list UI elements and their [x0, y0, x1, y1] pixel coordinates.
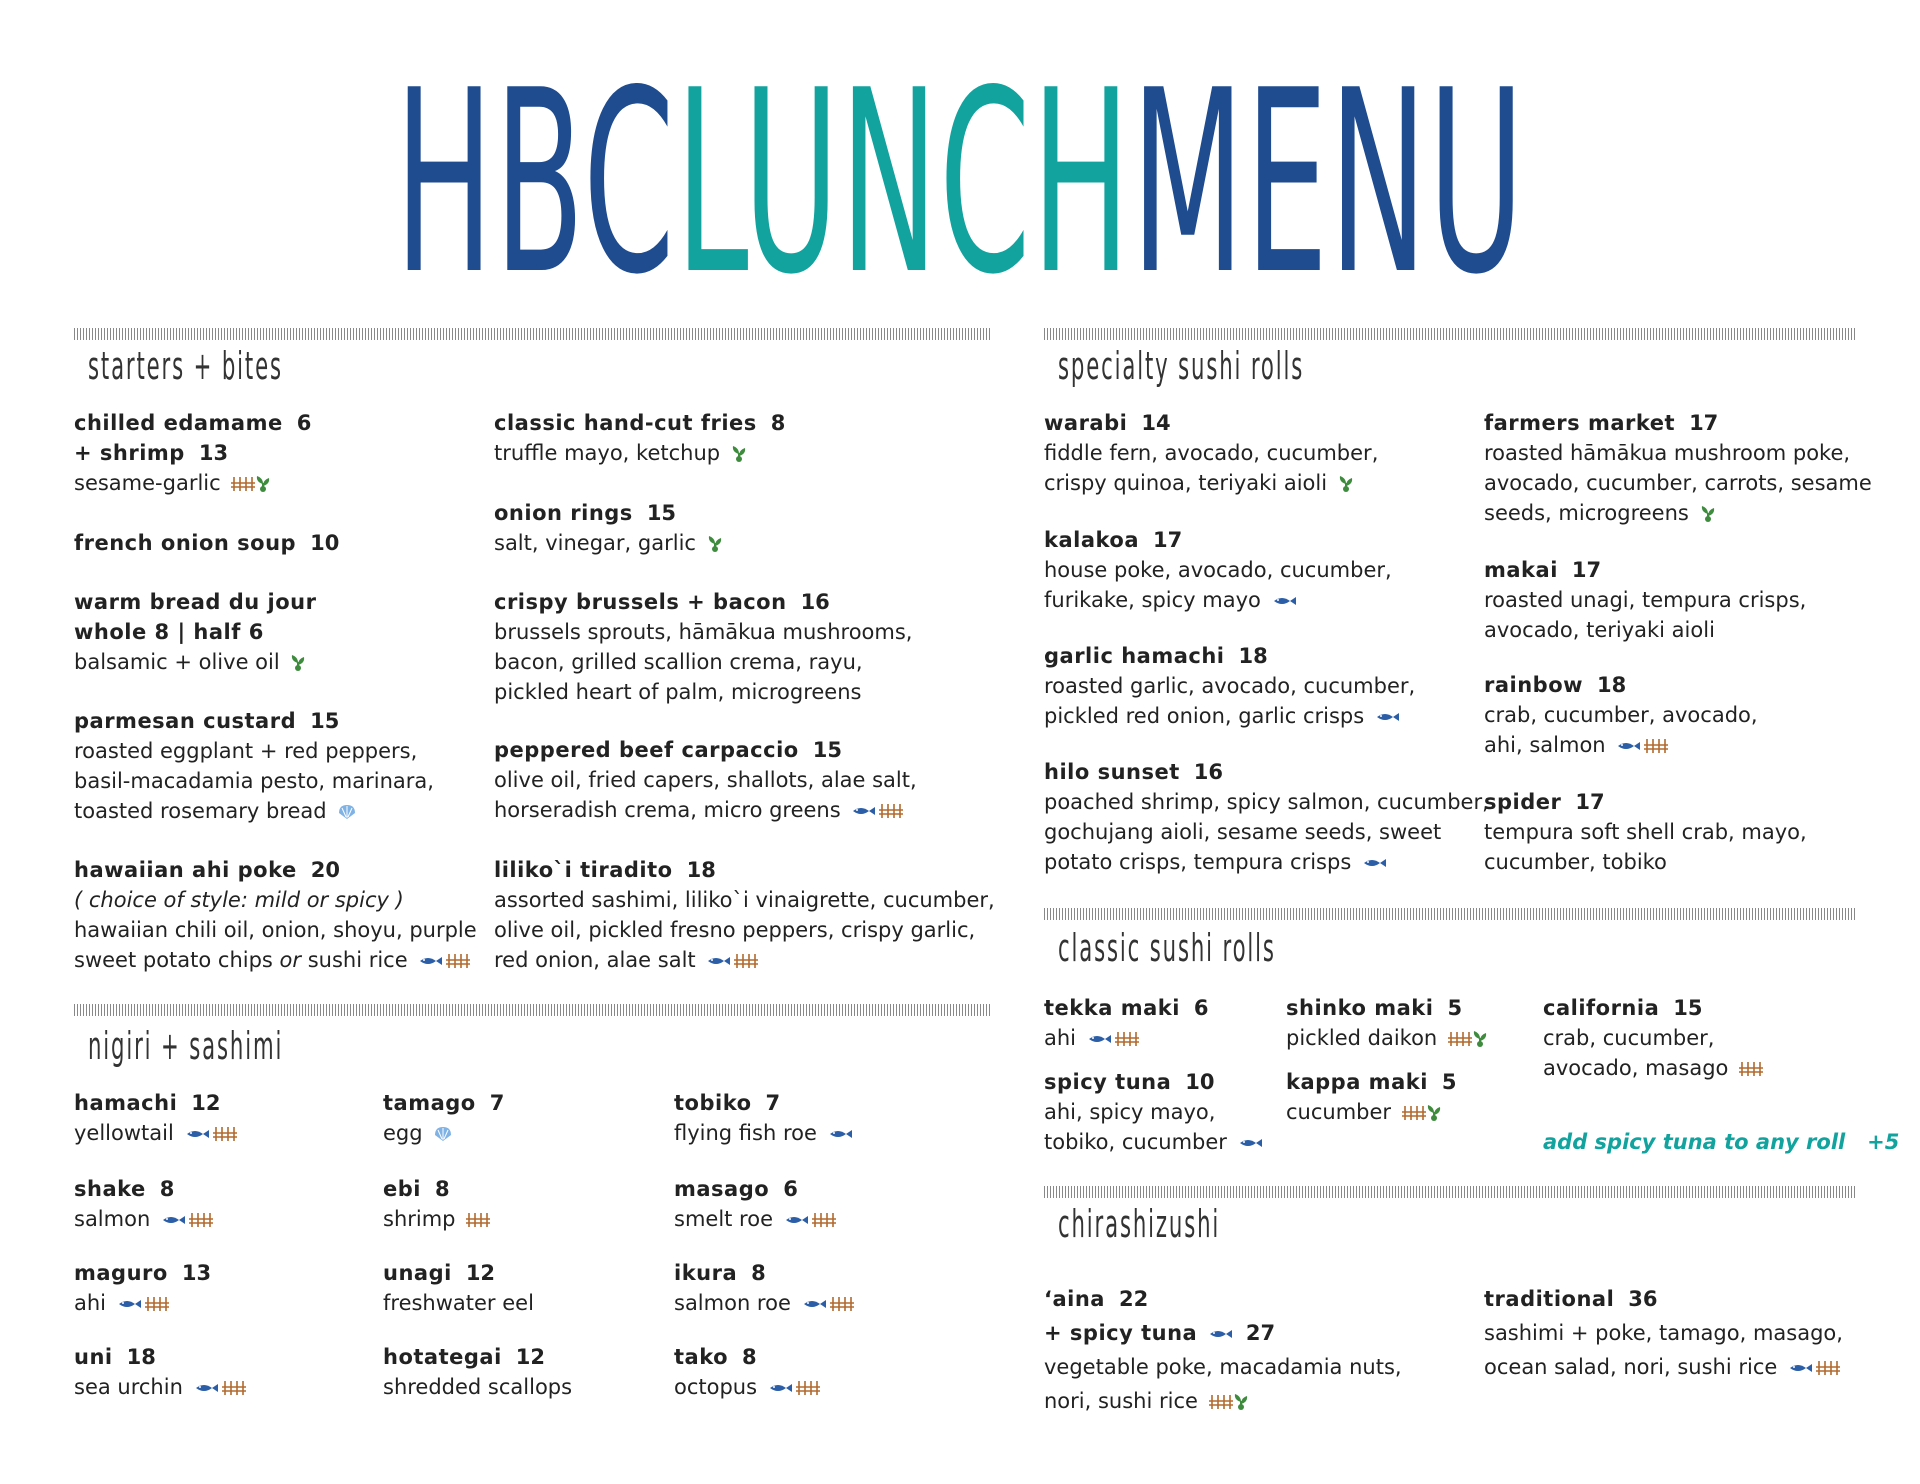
leaf-icon: [731, 445, 747, 463]
menu-item: [1484, 408, 1872, 528]
item-price: 8: [751, 1261, 766, 1285]
wheat-icon: [213, 1125, 237, 1143]
item-price: 18: [1238, 644, 1268, 668]
divider-classic: [1044, 908, 1856, 920]
item-addon: + shrimp: [74, 441, 185, 465]
menu-item: [74, 1174, 213, 1234]
shell-icon: [433, 1125, 453, 1143]
item-name: french onion soup: [74, 531, 297, 555]
fish-icon: [194, 1382, 218, 1394]
wheat-icon: [734, 952, 758, 970]
menu-item: [383, 1342, 572, 1402]
item-desc: yellowtail: [74, 1121, 174, 1145]
leaf-icon: [707, 535, 723, 553]
item-price: 15: [1673, 996, 1703, 1020]
item-name: crispy brussels + bacon: [494, 590, 787, 614]
fish-icon: [784, 1214, 808, 1226]
item-name: hotategai: [383, 1345, 502, 1369]
item-price: 8: [742, 1345, 757, 1369]
item-desc: crab, cucumber, avocado,: [1484, 703, 1758, 727]
item-price: 20: [310, 858, 340, 882]
item-name: peppered beef carpaccio: [494, 738, 799, 762]
item-name: hamachi: [74, 1091, 178, 1115]
item-price: 14: [1141, 411, 1171, 435]
menu-item: [1044, 408, 1378, 498]
item-name: onion rings: [494, 501, 633, 525]
item-price: 10: [1185, 1070, 1215, 1094]
item-desc: cucumber: [1286, 1100, 1392, 1124]
fish-icon: [1238, 1137, 1262, 1149]
item-desc: house poke, avocado, cucumber,: [1044, 558, 1392, 582]
item-name: maguro: [74, 1261, 168, 1285]
item-desc: olive oil, pickled fresno peppers, crispy garlic,: [494, 918, 976, 942]
item-desc: sweet potato chips: [74, 948, 280, 972]
section-chirashi: chirashizushi: [1058, 1202, 1221, 1246]
menu-item: [494, 498, 723, 558]
item-desc: tempura soft shell crab, mayo,: [1484, 820, 1807, 844]
shell-icon: [337, 803, 357, 821]
wheat-icon: [1816, 1359, 1840, 1377]
wheat-icon: [1739, 1060, 1763, 1078]
menu-item: [1044, 1282, 1402, 1418]
item-desc: balsamic + olive oil: [74, 650, 280, 674]
item-note: ( choice of style: mild or spicy ): [74, 888, 404, 912]
divider-nigiri: [74, 1004, 992, 1016]
leaf-icon: [1338, 475, 1354, 493]
item-addon-price: 13: [198, 441, 229, 465]
item-name: tako: [674, 1345, 729, 1369]
item-desc: ahi: [74, 1291, 107, 1315]
wheat-icon: [830, 1295, 854, 1313]
item-price: 22: [1118, 1287, 1149, 1311]
add-spicy-tuna-note: add spicy tuna to any roll +5: [1543, 1130, 1900, 1154]
item-price: 12: [191, 1091, 221, 1115]
item-price: 7: [489, 1091, 505, 1115]
section-starters: starters + bites: [88, 344, 283, 388]
fish-icon: [117, 1298, 141, 1310]
item-desc: sea urchin: [74, 1375, 183, 1399]
item-desc: octopus: [674, 1375, 758, 1399]
item-desc: sesame-garlic: [74, 471, 221, 495]
menu-item: [74, 587, 317, 677]
item-desc: salt, vinegar, garlic: [494, 531, 696, 555]
item-price: 17: [1689, 411, 1719, 435]
menu-item: [1484, 670, 1758, 760]
menu-item: [74, 1342, 246, 1402]
item-desc: sushi rice: [301, 948, 408, 972]
item-name: liliko`i tiradito: [494, 858, 673, 882]
leaf-icon: [1700, 505, 1716, 523]
fish-icon: [1362, 857, 1386, 869]
section-classic: classic sushi rolls: [1058, 926, 1276, 970]
item-desc: avocado, masago: [1543, 1056, 1729, 1080]
item-desc: bacon, grilled scallion crema, rayu,: [494, 650, 863, 674]
fish-icon: [851, 805, 875, 817]
item-price: 36: [1628, 1287, 1658, 1311]
title-hbc: HBC: [394, 48, 676, 278]
item-price: 17: [1575, 790, 1605, 814]
item-desc: avocado, cucumber, carrots, sesame: [1484, 471, 1872, 495]
item-name: hawaiian ahi poke: [74, 858, 297, 882]
wheat-icon: [1115, 1030, 1139, 1048]
fish-icon: [1087, 1033, 1111, 1045]
menu-title: [0, 48, 1920, 282]
item-name: chilled edamame: [74, 411, 283, 435]
wheat-icon: [796, 1379, 820, 1397]
leaf-icon: [255, 475, 271, 493]
item-name: garlic hamachi: [1044, 644, 1225, 668]
fish-icon: [1616, 740, 1640, 752]
item-name: california: [1543, 996, 1660, 1020]
item-desc: ocean salad, nori, sushi rice: [1484, 1355, 1778, 1379]
wheat-icon: [466, 1211, 490, 1229]
menu-item: [1484, 555, 1806, 645]
item-name: ebi: [383, 1177, 421, 1201]
item-addon: + spicy tuna: [1044, 1321, 1198, 1345]
menu-item: [494, 735, 917, 825]
section-specialty: specialty sushi rolls: [1058, 344, 1305, 388]
item-desc: salmon: [74, 1207, 151, 1231]
item-desc: smelt roe: [674, 1207, 774, 1231]
item-name: farmers market: [1484, 411, 1676, 435]
item-name: makai: [1484, 558, 1558, 582]
item-price: 15: [812, 738, 842, 762]
menu-item: [1044, 993, 1209, 1053]
item-name: tekka maki: [1044, 996, 1180, 1020]
item-desc: crispy quinoa, teriyaki aioli: [1044, 471, 1328, 495]
item-desc: toasted rosemary bread: [74, 799, 327, 823]
item-desc: hawaiian chili oil, onion, shoyu, purple: [74, 918, 477, 942]
item-name: spider: [1484, 790, 1562, 814]
wheat-icon: [879, 802, 903, 820]
title-menu: MENU: [1131, 48, 1526, 278]
menu-item: [674, 1342, 820, 1402]
item-price: 16: [800, 590, 830, 614]
menu-item: [74, 408, 311, 498]
item-name: spicy tuna: [1044, 1070, 1172, 1094]
item-desc: flying fish roe: [674, 1121, 817, 1145]
wheat-icon: [1402, 1104, 1426, 1122]
menu-item: [674, 1088, 852, 1148]
item-name: unagi: [383, 1261, 452, 1285]
item-price: 13: [181, 1261, 212, 1285]
item-price: 16: [1193, 760, 1223, 784]
menu-item: [674, 1258, 854, 1318]
item-name: parmesan custard: [74, 709, 297, 733]
item-price: 6: [296, 411, 312, 435]
fish-icon: [1788, 1362, 1812, 1374]
wheat-icon: [1644, 737, 1668, 755]
menu-item: [674, 1174, 836, 1234]
item-price: 18: [126, 1345, 156, 1369]
item-desc: olive oil, fried capers, shallots, alae salt,: [494, 768, 917, 792]
item-desc: potato crisps, tempura crisps: [1044, 850, 1352, 874]
menu-item: [383, 1088, 504, 1148]
item-name: rainbow: [1484, 673, 1584, 697]
item-desc: gochujang aioli, sesame seeds, sweet: [1044, 820, 1442, 844]
item-price: 15: [310, 709, 340, 733]
item-price: 8: [770, 411, 786, 435]
item-price: 12: [515, 1345, 546, 1369]
menu-item: [1286, 1067, 1457, 1127]
item-name: ikura: [674, 1261, 738, 1285]
item-desc: crab, cucumber,: [1543, 1026, 1715, 1050]
item-price: 6: [1193, 996, 1209, 1020]
item-price: 18: [686, 858, 716, 882]
item-name: shake: [74, 1177, 146, 1201]
item-desc: ahi, salmon: [1484, 733, 1606, 757]
item-name: warabi: [1044, 411, 1128, 435]
item-desc: egg: [383, 1121, 423, 1145]
item-price: 7: [765, 1091, 781, 1115]
item-name: masago: [674, 1177, 770, 1201]
wheat-icon: [222, 1379, 246, 1397]
leaf-icon: [1472, 1030, 1488, 1048]
svg-text:HBCLUNCHMENU: [395, 48, 1525, 278]
item-desc: vegetable poke, macadamia nuts,: [1044, 1355, 1402, 1379]
divider-starters: [74, 328, 992, 340]
item-desc: furikake, spicy mayo: [1044, 588, 1261, 612]
section-nigiri: nigiri + sashimi: [88, 1024, 284, 1068]
wheat-icon: [446, 952, 470, 970]
item-price: 8: [159, 1177, 175, 1201]
wheat-icon: [145, 1295, 169, 1313]
menu-item: [74, 1258, 211, 1318]
menu-item: [494, 408, 785, 468]
menu-item: [74, 1088, 237, 1148]
divider-chirashi: [1044, 1186, 1856, 1198]
item-price: 17: [1571, 558, 1602, 582]
fish-icon: [828, 1128, 852, 1140]
fish-icon: [1208, 1328, 1232, 1340]
item-price: 8: [434, 1177, 450, 1201]
item-desc: pickled daikon: [1286, 1026, 1438, 1050]
item-desc: truffle mayo, ketchup: [494, 441, 721, 465]
fish-icon: [1375, 711, 1399, 723]
fish-icon: [768, 1382, 792, 1394]
leaf-icon: [1233, 1393, 1249, 1411]
leaf-icon: [290, 654, 306, 672]
fish-icon: [802, 1298, 826, 1310]
item-name: kalakoa: [1044, 528, 1140, 552]
item-name: tamago: [383, 1091, 476, 1115]
item-desc-or: or: [279, 948, 302, 972]
item-name: hilo sunset: [1044, 760, 1180, 784]
item-price: 10: [310, 531, 340, 555]
item-desc: shredded scallops: [383, 1375, 573, 1399]
item-desc: roasted unagi, tempura crisps,: [1484, 588, 1807, 612]
item-price: 6: [783, 1177, 798, 1201]
item-desc: seeds, microgreens: [1484, 501, 1689, 525]
item-name: warm bread du jour: [74, 590, 317, 614]
menu-item: [74, 706, 434, 826]
menu-item: [494, 587, 912, 707]
item-desc: fiddle fern, avocado, cucumber,: [1044, 441, 1379, 465]
wheat-icon: [189, 1211, 213, 1229]
item-desc: pickled heart of palm, microgreens: [494, 680, 862, 704]
fish-icon: [161, 1214, 185, 1226]
menu-item: [1044, 641, 1415, 731]
divider-specialty: [1044, 328, 1856, 340]
menu-item: [1484, 1282, 1843, 1384]
item-desc: pickled red onion, garlic crisps: [1044, 704, 1365, 728]
fish-icon: [185, 1128, 209, 1140]
item-desc: horseradish crema, micro greens: [494, 798, 841, 822]
item-price-options: whole 8 | half 6: [74, 620, 264, 644]
item-desc: freshwater eel: [383, 1291, 534, 1315]
menu-item: [494, 855, 995, 975]
menu-item: [1286, 993, 1488, 1053]
item-desc: basil-macadamia pesto, marinara,: [74, 769, 434, 793]
fish-icon: [706, 955, 730, 967]
leaf-icon: [1426, 1104, 1442, 1122]
item-desc: ahi, spicy mayo,: [1044, 1100, 1216, 1124]
item-price: 5: [1447, 996, 1463, 1020]
item-name: traditional: [1484, 1287, 1615, 1311]
item-name: kappa maki: [1286, 1070, 1428, 1094]
menu-item: [383, 1174, 490, 1234]
menu-item: [74, 855, 477, 975]
item-desc: assorted sashimi, liliko`i vinaigrette, cucumber,: [494, 888, 995, 912]
item-desc: roasted hāmākua mushroom poke,: [1484, 441, 1851, 465]
menu-item: [1484, 787, 1807, 877]
item-desc: red onion, alae salt: [494, 948, 696, 972]
item-desc: roasted garlic, avocado, cucumber,: [1044, 674, 1416, 698]
item-desc: poached shrimp, spicy salmon, cucumber,: [1044, 790, 1489, 814]
menu-item: [1543, 993, 1763, 1083]
item-name: tobiko: [674, 1091, 752, 1115]
item-desc: tobiko, cucumber: [1044, 1130, 1227, 1154]
item-desc: avocado, teriyaki aioli: [1484, 618, 1715, 642]
menu-item: [74, 528, 339, 558]
menu-item: [383, 1258, 534, 1318]
menu-item: [1044, 525, 1392, 615]
item-addon-price: 27: [1245, 1321, 1276, 1345]
item-price: 15: [646, 501, 677, 525]
wheat-icon: [812, 1211, 836, 1229]
title-lunch: LUNCH: [675, 48, 1132, 278]
item-desc: cucumber, tobiko: [1484, 850, 1667, 874]
wheat-icon: [1209, 1393, 1233, 1411]
item-name: ‘aina: [1044, 1287, 1105, 1311]
item-name: classic hand-cut fries: [494, 411, 757, 435]
menu-item: [1044, 1067, 1262, 1157]
item-price: 12: [465, 1261, 496, 1285]
item-price: 5: [1441, 1070, 1457, 1094]
item-desc: sashimi + poke, tamago, masago,: [1484, 1321, 1843, 1345]
item-desc: shrimp: [383, 1207, 456, 1231]
wheat-icon: [1448, 1030, 1472, 1048]
menu-item: [1044, 757, 1489, 877]
item-desc: brussels sprouts, hāmākua mushrooms,: [494, 620, 913, 644]
fish-icon: [418, 955, 442, 967]
item-name: uni: [74, 1345, 113, 1369]
item-desc: salmon roe: [674, 1291, 791, 1315]
wheat-icon: [231, 475, 255, 493]
item-desc: nori, sushi rice: [1044, 1389, 1198, 1413]
item-price: 18: [1597, 673, 1627, 697]
item-desc: roasted eggplant + red peppers,: [74, 739, 418, 763]
item-price: 17: [1153, 528, 1183, 552]
fish-icon: [1272, 595, 1296, 607]
item-desc: ahi: [1044, 1026, 1077, 1050]
item-name: shinko maki: [1286, 996, 1434, 1020]
